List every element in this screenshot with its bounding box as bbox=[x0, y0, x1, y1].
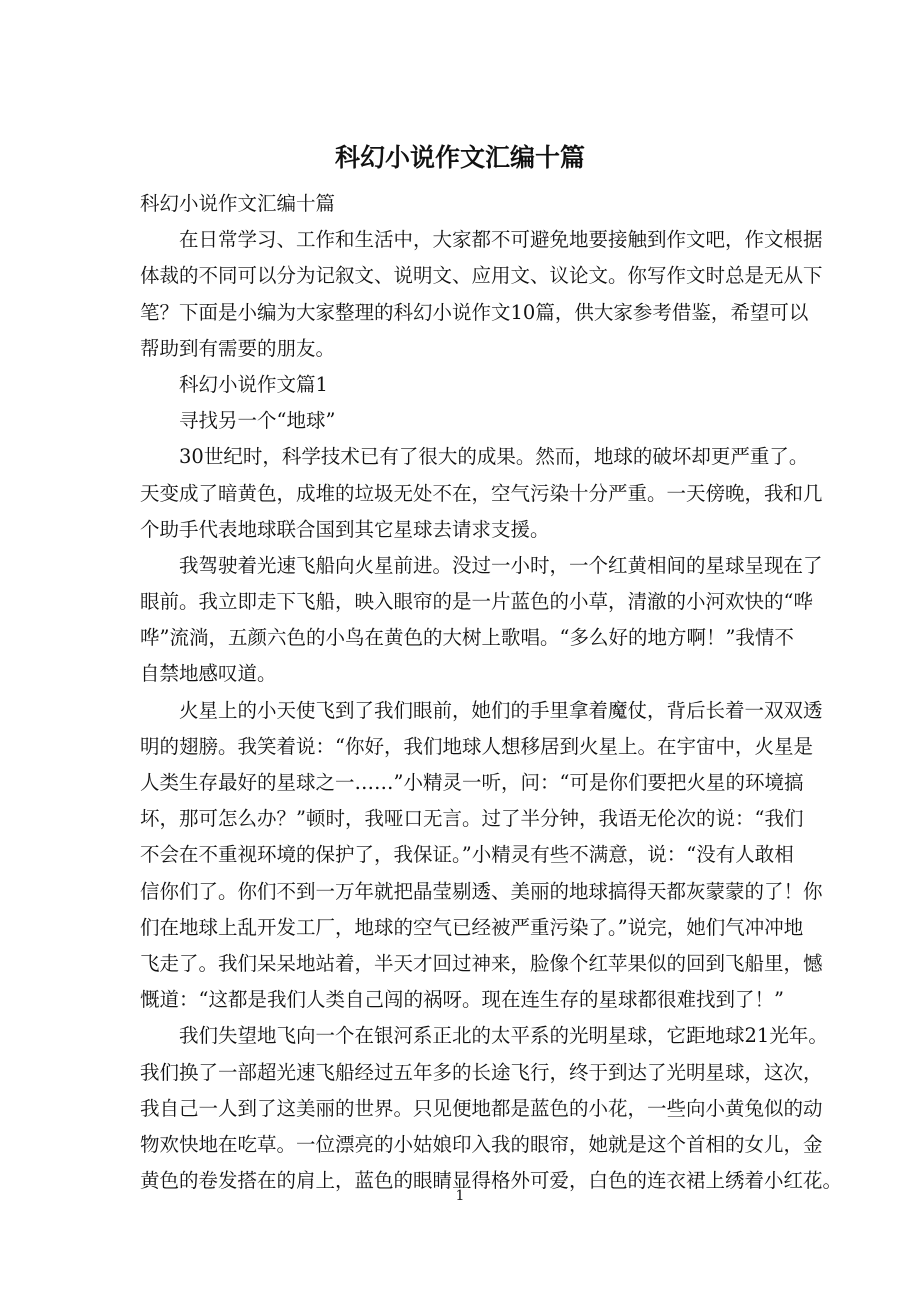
text-line: 帮助到有需要的朋友。 bbox=[140, 336, 336, 360]
document-title: 科幻小说作文汇编十篇 bbox=[334, 143, 585, 172]
text-line: 科幻小说作文汇编十篇 bbox=[140, 192, 336, 215]
paragraph bbox=[140, 693, 823, 1019]
text-line: 不会在不重视环境的保护了，我保证。”小精灵有些不满意，说：“没有人敢相 bbox=[140, 843, 794, 867]
text-line: 在日常学习、工作和生活中，大家都不可避免地要接触到作文吧，作文根据 bbox=[179, 228, 823, 252]
text-line: 物欢快地在吃草。一位漂亮的小姑娘印入我的眼帘，她就是这个首相的女儿，金 bbox=[140, 1132, 823, 1156]
text-line: 眼前。我立即走下飞船，映入眼帘的是一片蓝色的小草，清澈的小河欢快的“哗 bbox=[140, 590, 813, 614]
page-number: 1 bbox=[455, 1188, 465, 1204]
text-line: 飞走了。我们呆呆地站着，半天才回过神来，脸像个红苹果似的回到飞船里，憾 bbox=[140, 951, 823, 975]
text-line: 我驾驶着光速飞船向火星前进。没过一小时，一个红黄相间的星球呈现在了 bbox=[179, 553, 823, 577]
text-line: 体裁的不同可以分为记叙文、说明文、应用文、议论文。你写作文时总是无从下 bbox=[140, 264, 823, 288]
text-line: 我们失望地飞向一个在银河系正北的太平系的光明星球，它距地球21光年。 bbox=[179, 1024, 828, 1048]
text-line: 明的翅膀。我笑着说：“你好，我们地球人想移居到火星上。在宇宙中，火星是 bbox=[140, 734, 813, 758]
text-line: 黄色的卷发搭在的肩上，蓝色的眼睛显得格外可爱，白色的连衣裙上绣着小红花。 bbox=[140, 1169, 843, 1193]
text-line: 我自己一人到了这美丽的世界。只见便地都是蓝色的小花，一些向小黄兔似的动 bbox=[140, 1096, 823, 1120]
text-line: 自禁地感叹道。 bbox=[140, 662, 277, 686]
text-line: 慨道：“这都是我们人类自己闯的祸呀。现在连生存的星球都很难找到了！” bbox=[140, 988, 784, 1012]
paragraph bbox=[140, 222, 823, 367]
text-line: 人类生存最好的星球之一……”小精灵一听，问：“可是你们要把火星的环境搞 bbox=[140, 771, 804, 794]
paragraph bbox=[140, 1018, 843, 1199]
text-line: 科幻小说作文篇1 bbox=[179, 372, 328, 396]
text-line: 寻找另一个“地球” bbox=[179, 409, 336, 433]
text-line: 信你们了。你们不到一万年就把晶莹剔透、美丽的地球搞得天都灰蒙蒙的了！你 bbox=[140, 879, 823, 903]
text-line: 笔？下面是小编为大家整理的科幻小说作文10篇，供大家参考借鉴，希望可以 bbox=[140, 300, 809, 324]
text-line: 天变成了暗黄色，成堆的垃圾无处不在，空气污染十分严重。一天傍晚，我和几 bbox=[140, 481, 823, 505]
text-line: 个助手代表地球联合国到其它星球去请求支援。 bbox=[140, 517, 550, 541]
paragraph bbox=[140, 403, 780, 439]
text-line: 火星上的小天使飞到了我们眼前，她们的手里拿着魔仗，背后长着一双双透 bbox=[179, 698, 823, 722]
text-line: 们在地球上乱开发工厂，地球的空气已经被严重污染了。”说完，她们气冲冲地 bbox=[140, 915, 804, 939]
text-line: 我们换了一部超光速飞船经过五年多的长途飞行，终于到达了光明星球，这次， bbox=[140, 1060, 823, 1084]
paragraph bbox=[140, 548, 823, 693]
paragraph bbox=[140, 439, 823, 548]
paragraph bbox=[140, 367, 780, 403]
text-line: 30世纪时，科学技术已有了很大的成果。然而，地球的破坏却更严重了。 bbox=[179, 445, 809, 469]
text-line: 坏，那可怎么办？”顿时，我哑口无言。过了半分钟，我语无伦次的说：“我们 bbox=[140, 807, 804, 831]
paragraph bbox=[140, 186, 780, 222]
document-body bbox=[140, 186, 843, 1199]
text-line: 哗”流淌，五颜六色的小鸟在黄色的大树上歌唱。“多么好的地方啊！”我情不 bbox=[140, 626, 794, 650]
